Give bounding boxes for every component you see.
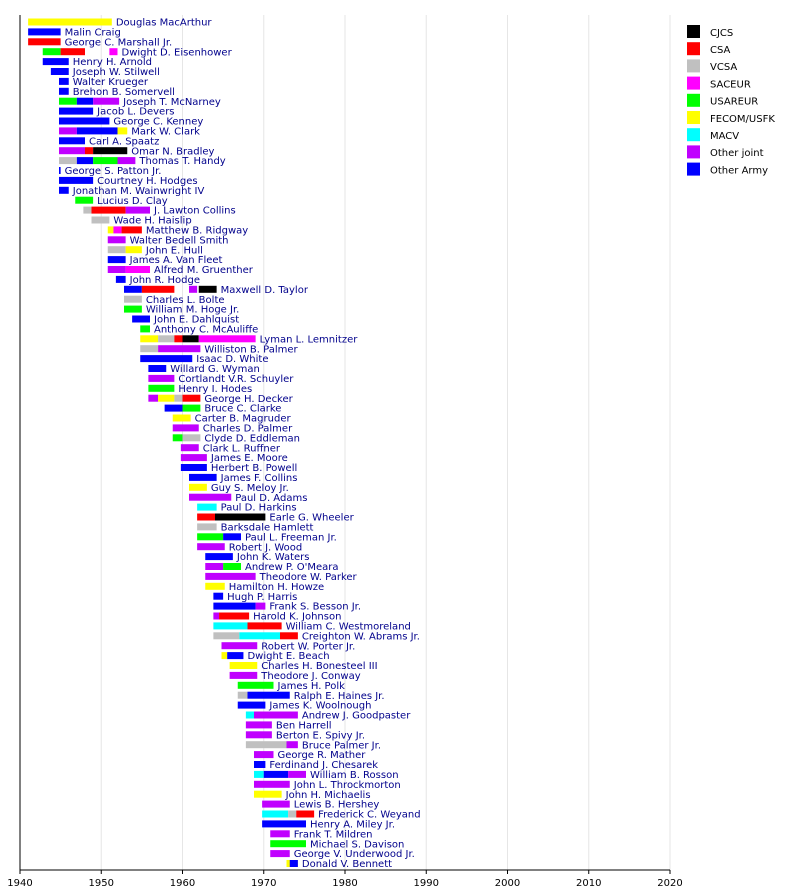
bar-segment [189, 474, 217, 481]
bar-segment [270, 840, 306, 847]
legend-label: FECOM/USFK [710, 113, 775, 125]
person-label: John H. Michaelis [285, 789, 371, 801]
x-tick-label: 1960 [169, 878, 196, 889]
bar-segment [148, 385, 174, 392]
person-label: Lyman L. Lemnitzer [259, 334, 358, 346]
bar-segment [213, 603, 255, 610]
person-label: Andrew P. O'Meara [245, 562, 339, 574]
person-label: Walter Krueger [72, 77, 149, 88]
bar-segment [92, 207, 126, 214]
bar-segment [108, 266, 126, 273]
bar-segment [189, 484, 207, 491]
bar-segment [222, 652, 228, 659]
bar-segment [239, 632, 280, 639]
bar-segment [59, 78, 69, 85]
legend-label: Other joint [710, 148, 764, 160]
bar-segment [296, 811, 314, 818]
bar-segment [28, 28, 61, 35]
legend-swatch [687, 77, 700, 90]
bar-segment [75, 197, 93, 204]
legend-swatch [687, 94, 700, 107]
person-label: Guy S. Meloy Jr. [210, 482, 289, 494]
bar-segment [270, 850, 290, 857]
bar-segment [227, 652, 243, 659]
bar-segment [118, 127, 128, 134]
bar-segment [59, 88, 69, 95]
bar-segment [93, 147, 127, 154]
person-label: James A. Van Fleet [129, 255, 223, 267]
bar-segment [51, 68, 69, 75]
bar-segment [122, 226, 142, 233]
person-label: Hugh P. Harris [227, 591, 298, 603]
person-label: Robert J. Wood [228, 542, 303, 554]
person-label: James E. Moore [210, 453, 288, 465]
bar-segment [108, 256, 126, 263]
bar-segment [142, 286, 175, 293]
person-label: George R. Mather [277, 750, 366, 762]
person-label: Omar N. Bradley [131, 146, 215, 158]
legend-label: CSA [710, 45, 731, 56]
bar-segment [126, 266, 150, 273]
person-label: Clark L. Ruffner [202, 443, 280, 455]
bar-segment [213, 593, 223, 600]
bar-segment [113, 226, 121, 233]
x-tick-label: 2020 [657, 878, 683, 889]
bar-segment [199, 286, 217, 293]
bar-segment [132, 316, 150, 323]
bar-segment [205, 573, 255, 580]
bar-segment [288, 811, 296, 818]
person-label: Jacob L. Devers [97, 106, 175, 118]
bar-segment [246, 741, 287, 748]
bar-segment [213, 632, 239, 639]
person-label: Theodore W. Parker [259, 572, 357, 583]
person-label: Ralph E. Haines Jr. [293, 690, 385, 702]
legend-swatch [687, 111, 700, 124]
bar-segment [93, 98, 119, 105]
legend-swatch [687, 42, 700, 55]
bar-segment [116, 276, 126, 283]
person-label: Harold K. Johnson [253, 611, 342, 623]
bar-segment [181, 444, 199, 451]
bar-segment [181, 454, 207, 461]
bar-segment [199, 335, 256, 342]
x-tick-label: 2000 [494, 878, 521, 889]
bar-segment [59, 118, 109, 125]
x-tick-label: 1950 [88, 878, 114, 889]
bar-segment [254, 761, 265, 768]
legend-label: SACEUR [710, 79, 751, 91]
person-label: Robert W. Porter Jr. [261, 641, 356, 653]
bar-segment [59, 177, 93, 184]
person-label: Frederick C. Weyand [318, 809, 421, 821]
bar-segment [59, 147, 85, 154]
bar-segment [254, 712, 298, 719]
bar-segment [230, 662, 258, 669]
bar-segment [256, 603, 266, 610]
person-label: Paul L. Freeman Jr. [245, 532, 337, 544]
bar-segment [230, 672, 258, 679]
person-label: Theodore J. Conway [261, 671, 361, 682]
person-label: Carl A. Spaatz [89, 136, 160, 148]
legend-label: VCSA [710, 62, 738, 74]
bar-segment [183, 434, 201, 441]
person-label: Walter Bedell Smith [129, 235, 229, 247]
person-label: Clyde D. Eddleman [204, 433, 300, 445]
bar-segment [43, 48, 61, 55]
bar-segment [118, 157, 136, 164]
bar-segment [189, 286, 197, 293]
person-label: Charles H. Bonesteel III [261, 661, 378, 673]
x-tick-label: 1970 [251, 878, 277, 889]
person-label: William M. Hoge Jr. [145, 304, 240, 316]
legend-swatch [687, 163, 700, 176]
bar-segment [77, 98, 93, 105]
bar-segment [248, 622, 282, 629]
bar-segment [165, 405, 183, 412]
person-label: James H. Polk [277, 680, 345, 692]
person-label: Ferdinand J. Chesarek [269, 760, 379, 772]
person-label: James K. Woolnough [269, 700, 372, 712]
person-label: Ben Harrell [275, 720, 332, 732]
person-label: Carter B. Magruder [194, 413, 291, 425]
bar-segment [254, 751, 274, 758]
bar-segment [222, 642, 258, 649]
bar-segment [59, 108, 93, 115]
bar-segment [205, 563, 223, 570]
bar-segment [223, 533, 241, 540]
person-label: John K. Waters [236, 552, 310, 564]
person-label: Lewis B. Hershey [293, 799, 380, 811]
bar-segment [148, 375, 174, 382]
bar-segment [280, 632, 298, 639]
bar-segment [174, 395, 182, 402]
bar-segment [197, 533, 223, 540]
bar-segment [238, 702, 266, 709]
legend-swatch [687, 25, 700, 38]
person-label: James F. Collins [220, 473, 298, 484]
bar-segment [148, 365, 166, 372]
legend [678, 22, 788, 184]
bar-segment [197, 523, 217, 530]
person-label: Maxwell D. Taylor [220, 284, 308, 296]
legend-swatch [687, 128, 700, 141]
person-label: Charles D. Palmer [202, 423, 293, 435]
person-label: John L. Throckmorton [293, 779, 401, 791]
bar-segment [126, 207, 150, 214]
bar-segment [264, 771, 288, 778]
bar-segment [59, 167, 61, 174]
person-label: Bruce C. Clarke [204, 403, 282, 415]
person-label: Douglas MacArthur [115, 17, 212, 29]
bar-segment [181, 464, 207, 471]
person-label: Jonathan M. Wainwright IV [72, 185, 205, 197]
person-label: Anthony C. McAuliffe [154, 324, 259, 336]
bar-segment [173, 424, 199, 431]
person-label: Henry A. Miley Jr. [310, 819, 395, 831]
bar-segment [183, 405, 201, 412]
person-label: Isaac D. White [196, 354, 269, 366]
person-label: Barksdale Hamlett [220, 522, 314, 534]
bar-segment [140, 345, 158, 352]
bar-segment [213, 622, 247, 629]
person-label: Herbert B. Powell [210, 463, 298, 475]
person-label: George C. Marshall Jr. [64, 37, 173, 49]
person-label: John E. Hull [145, 245, 203, 257]
bar-segment [124, 306, 142, 313]
bar-segment [140, 325, 150, 332]
bar-segment [290, 860, 298, 867]
bar-segment [223, 563, 241, 570]
bar-segment [108, 226, 114, 233]
person-label: Brehon B. Somervell [72, 86, 175, 98]
person-label: George S. Patton Jr. [64, 166, 162, 178]
bar-segment [254, 791, 282, 798]
person-label: Bruce Palmer Jr. [301, 740, 382, 752]
labels-layer [65, 18, 421, 871]
person-label: George V. Underwood Jr. [293, 849, 415, 861]
person-label: Thomas T. Handy [139, 156, 226, 168]
person-label: Paul D. Adams [235, 492, 308, 504]
legend-swatch [687, 59, 700, 72]
bar-segment [158, 335, 174, 342]
x-tick-label: 1990 [413, 878, 439, 889]
bar-segment [219, 613, 249, 620]
bar-segment [148, 395, 158, 402]
bar-segment [59, 187, 69, 194]
bar-segment [215, 514, 265, 521]
person-label: Andrew J. Goodpaster [301, 710, 411, 722]
bar-segment [83, 207, 91, 214]
person-label: Courtney H. Hodges [97, 176, 198, 187]
x-tick-label: 1940 [7, 878, 33, 889]
bar-segment [246, 731, 272, 738]
bar-segment [262, 801, 290, 808]
person-label: Henry I. Hodes [178, 383, 253, 395]
bar-segment [173, 415, 191, 422]
bar-segment [189, 494, 231, 501]
person-label: Cortlandt V.R. Schuyler [178, 374, 294, 385]
bar-segment [174, 335, 182, 342]
person-label: Earle G. Wheeler [269, 512, 354, 524]
person-label: Dwight D. Eisenhower [121, 47, 232, 59]
person-label: Paul D. Harkins [220, 502, 297, 514]
person-label: Williston B. Palmer [204, 344, 298, 356]
person-label: Berton E. Spivy Jr. [275, 730, 366, 742]
bar-segment [59, 137, 85, 144]
person-label: Joseph W. Stilwell [72, 67, 160, 79]
person-label: John E. Dahlquist [154, 314, 240, 326]
bar-segment [158, 345, 200, 352]
x-tick-label: 1980 [332, 878, 358, 889]
bar-segment [140, 335, 158, 342]
bar-segment [28, 19, 112, 26]
x-tick-label: 2010 [576, 878, 602, 889]
bar-segment [77, 157, 93, 164]
bar-segment [183, 335, 199, 342]
bar-segment [92, 217, 110, 224]
bar-segment [108, 246, 126, 253]
person-label: Creighton W. Abrams Jr. [301, 631, 420, 643]
person-label: J. Lawton Collins [154, 205, 236, 217]
bar-segment [238, 692, 248, 699]
person-label: Lucius D. Clay [97, 195, 168, 207]
person-label: Henry H. Arnold [72, 57, 153, 69]
person-label: John R. Hodge [129, 275, 200, 286]
bar-segment [254, 781, 290, 788]
bar-segment [173, 434, 183, 441]
person-label: George C. Kenney [113, 116, 204, 128]
bar-segment [262, 820, 306, 827]
bar-segment [77, 127, 118, 134]
person-label: William C. Westmoreland [285, 621, 411, 633]
person-label: George H. Decker [204, 393, 293, 405]
bar-segment [59, 127, 77, 134]
person-label: Joseph T. McNarney [123, 96, 221, 108]
legend-label: Other Army [710, 165, 769, 177]
person-label: Hamilton H. Howze [228, 581, 325, 593]
person-label: Matthew B. Ridgway [145, 225, 249, 237]
person-label: Alfred M. Gruenther [154, 265, 253, 277]
bar-segment [288, 771, 306, 778]
person-label: Dwight E. Beach [247, 651, 330, 663]
bar-segment [246, 721, 272, 728]
bar-segment [254, 771, 264, 778]
bar-segment [85, 147, 93, 154]
bar-segment [59, 98, 77, 105]
bar-segment [43, 58, 69, 65]
bar-segment [213, 613, 219, 620]
bar-segment [262, 811, 288, 818]
bar-segment [140, 355, 192, 362]
bar-segment [183, 395, 201, 402]
legend-label: CJCS [710, 27, 734, 39]
bar-segment [28, 38, 61, 45]
bar-segment [108, 236, 126, 243]
person-label: Malin Craig [64, 27, 121, 39]
bar-segment [93, 157, 117, 164]
bar-segment [124, 286, 142, 293]
bar-segment [246, 712, 254, 719]
legend-swatch [687, 145, 700, 158]
bar-segment [61, 48, 85, 55]
legend-label: MACV [710, 131, 740, 142]
bar-segment [197, 543, 225, 550]
bar-segment [238, 682, 274, 689]
person-label: William B. Rosson [310, 770, 399, 781]
bar-segment [205, 553, 233, 560]
bar-segment [59, 157, 77, 164]
legend-label: USAREUR [710, 96, 759, 108]
bar-segment [124, 296, 142, 303]
person-label: Donald V. Bennett [301, 859, 393, 871]
bar-segment [287, 741, 298, 748]
bar-segment [126, 246, 142, 253]
bar-segment [197, 514, 215, 521]
person-label: Willard G. Wyman [170, 364, 260, 376]
person-label: Frank T. Mildren [293, 829, 373, 841]
bar-segment [205, 583, 225, 590]
person-label: Frank S. Besson Jr. [269, 601, 362, 613]
person-label: Charles L. Bolte [145, 294, 225, 306]
bar-segment [197, 504, 217, 511]
person-label: Michael S. Davison [310, 839, 405, 851]
bar-segment [248, 692, 290, 699]
person-label: Mark W. Clark [131, 126, 200, 138]
bar-segment [158, 395, 174, 402]
bar-segment [109, 48, 117, 55]
bar-segment [270, 830, 290, 837]
person-label: Wade H. Haislip [113, 215, 192, 227]
